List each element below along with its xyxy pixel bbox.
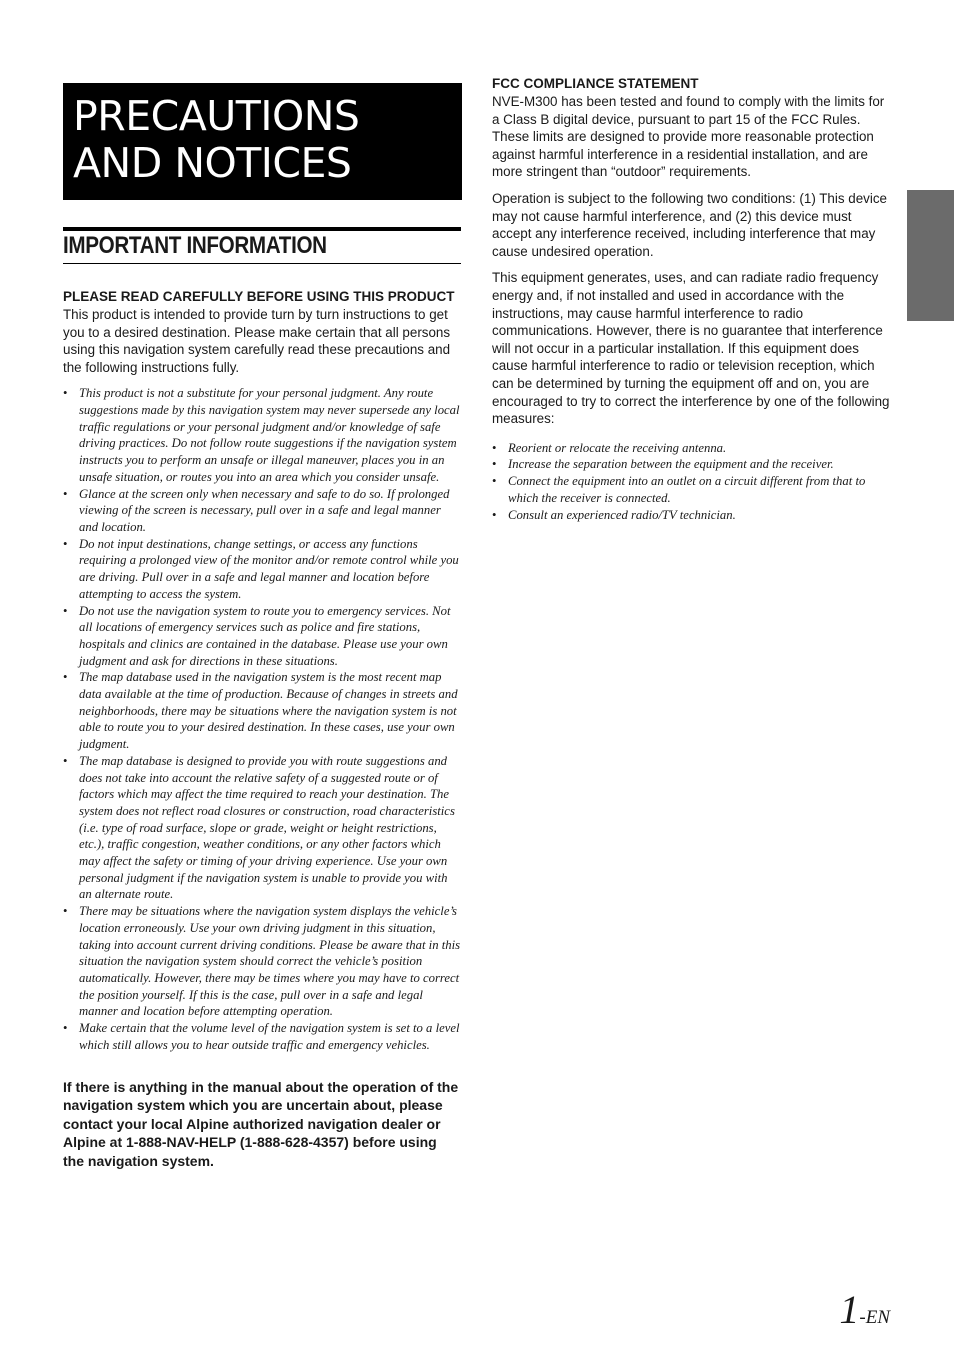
list-item-text: Connect the equipment into an outlet on a circuit different from that to which the receiver is connected. — [508, 474, 866, 505]
list-item-text: Do not use the navigation system to route you to emergency services. Not all locations of emergency services such as police and fire stations, hospitals and clinics are contained in the database. Please use your own judgment and ask for directions in these situations. — [79, 603, 451, 668]
list-item-text: The map database is designed to provide you with route suggestions and does not take into account the relative safety of a suggested route or of factors which may affect the time required to reach your destination. The system does not reflect road closures or construction, road characteristics (i.e. type of road surface, slope or grade, weight or height restrictions, etc.), traffic congestion, weather conditions, or any other factors which may affect the safety or timing of your driving experience. Use your own personal judgment if the navigation system is unable to provide you with an alternate route. — [79, 753, 455, 902]
list-item-text: Glance at the screen only when necessary and safe to do so. If prolonged viewing of the screen is necessary, pull over in a safe and legal manner and location. — [79, 486, 450, 534]
right-column — [492, 75, 890, 523]
list-item — [63, 536, 461, 603]
list-item — [63, 486, 461, 536]
list-item-text: Consult an experienced radio/TV technician. — [508, 507, 736, 522]
bullet-glyph: • — [63, 1021, 68, 1036]
page-title: PRECAUTIONS AND NOTICES — [73, 92, 360, 187]
list-item — [492, 507, 890, 524]
section-title: IMPORTANT INFORMATION — [63, 232, 327, 259]
list-item — [63, 603, 461, 670]
section-header — [63, 227, 461, 264]
bullet-glyph: • — [492, 440, 497, 455]
list-item — [63, 903, 461, 1020]
title-block — [63, 83, 462, 200]
side-thumb-tab — [907, 190, 954, 321]
list-item — [63, 669, 461, 753]
bullet-glyph: • — [63, 536, 68, 551]
fcc-measures-list — [492, 440, 890, 524]
bullet-glyph: • — [492, 507, 497, 522]
list-item — [63, 1020, 461, 1053]
list-item — [492, 473, 890, 506]
list-item — [63, 385, 461, 485]
bullet-glyph: • — [63, 486, 68, 501]
contact-notice: If there is anything in the manual about the operation of the navigation system which you are uncertain about, please contact your local Alpine authorized navigation dealer or Alpine at 1-888-NAV-HELP (1-888-628-4357) before using the navigation system. — [63, 1078, 459, 1169]
bullet-glyph: • — [63, 603, 68, 618]
list-item — [492, 440, 890, 457]
fcc-paragraph: This equipment generates, uses, and can radiate radio frequency energy and, if not installed and used in accordance with the instructions, may cause harmful interference to radio communications. However, there is no guarantee that interference will not occur in a particular installation. If this equipment does cause harmful interference to radio or television reception, which can be determined by turning the equipment off and on, you are encouraged to try to correct the interference by one of the following measures: — [492, 270, 890, 427]
read-carefully-heading: PLEASE READ CAREFULLY BEFORE USING THIS PRODUCT — [63, 289, 455, 304]
page-number-digit: 1 — [839, 1287, 860, 1332]
fcc-paragraph: NVE-M300 has been tested and found to comply with the limits for a Class B digital device, pursuant to part 15 of the FCC Rules. These limits are designed to provide more reasonable protection against harmful interference in a residential installation, and are more stringent than “outdoor” requirements. — [492, 94, 885, 180]
list-item — [492, 456, 890, 473]
list-item-text: There may be situations where the navigation system displays the vehicle’s location erroneously. Use your own driving judgment in this situation, taking into account current driving conditions. Please be aware that in this situation the navigation system should correct the vehicle’s position automatically. However, there may be times where you may have to correct the position yourself. If this is the case, pull over in a safe and legal manner and location before attempting operation. — [79, 904, 461, 1019]
list-item-text: This product is not a substitute for your personal judgment. Any route suggestions made by this navigation system may never supersede any local traffic regulations or your personal judgment and/or knowledge of safe driving practices. Do not follow route suggestions if the navigation system instructs you to perform an unsafe or illegal maneuver, places you in an unsafe situation, or routes you into an area which you consider unsafe. — [79, 386, 460, 484]
bullet-glyph: • — [63, 386, 68, 401]
list-item-text: Reorient or relocate the receiving antenna. — [508, 440, 727, 455]
bullet-glyph: • — [63, 753, 68, 768]
list-item-text: The map database used in the navigation system is the most recent map data available at the time of production. Because of changes in streets and neighborhoods, there may be situations where the navigation system is not able to route you to your desired destination. In these cases, use your own judgment. — [79, 670, 458, 752]
fcc-heading: FCC COMPLIANCE STATEMENT — [492, 76, 699, 91]
precaution-list — [63, 385, 461, 1053]
bullet-glyph: • — [63, 904, 68, 919]
left-column — [63, 288, 461, 1170]
bullet-glyph: • — [492, 457, 497, 472]
bullet-glyph: • — [63, 670, 68, 685]
intro-paragraph: This product is intended to provide turn by turn instructions to get you to a desired destination. Please make certain that all persons using this navigation system carefully read these precautions and the following instructions fully. — [63, 307, 451, 375]
list-item-text: Increase the separation between the equipment and the receiver. — [508, 457, 834, 472]
list-item — [63, 753, 461, 903]
list-item-text: Make certain that the volume level of the navigation system is set to a level which still allows you to hear outside traffic and emergency vehicles. — [79, 1021, 460, 1052]
list-item-text: Do not input destinations, change settings, or access any functions requiring a prolonged view of the monitor and/or remote control while you are driving. Pull over in a safe and legal manner and location before attempting to access the system. — [79, 536, 459, 601]
bullet-glyph: • — [492, 474, 497, 489]
page-number-suffix: -EN — [859, 1307, 890, 1328]
fcc-paragraph: Operation is subject to the following two conditions: (1) This device may not cause harmful interference, and (2) this device must accept any interference received, including interference that may cause undesired operation. — [492, 190, 887, 259]
page-number — [839, 1288, 890, 1332]
